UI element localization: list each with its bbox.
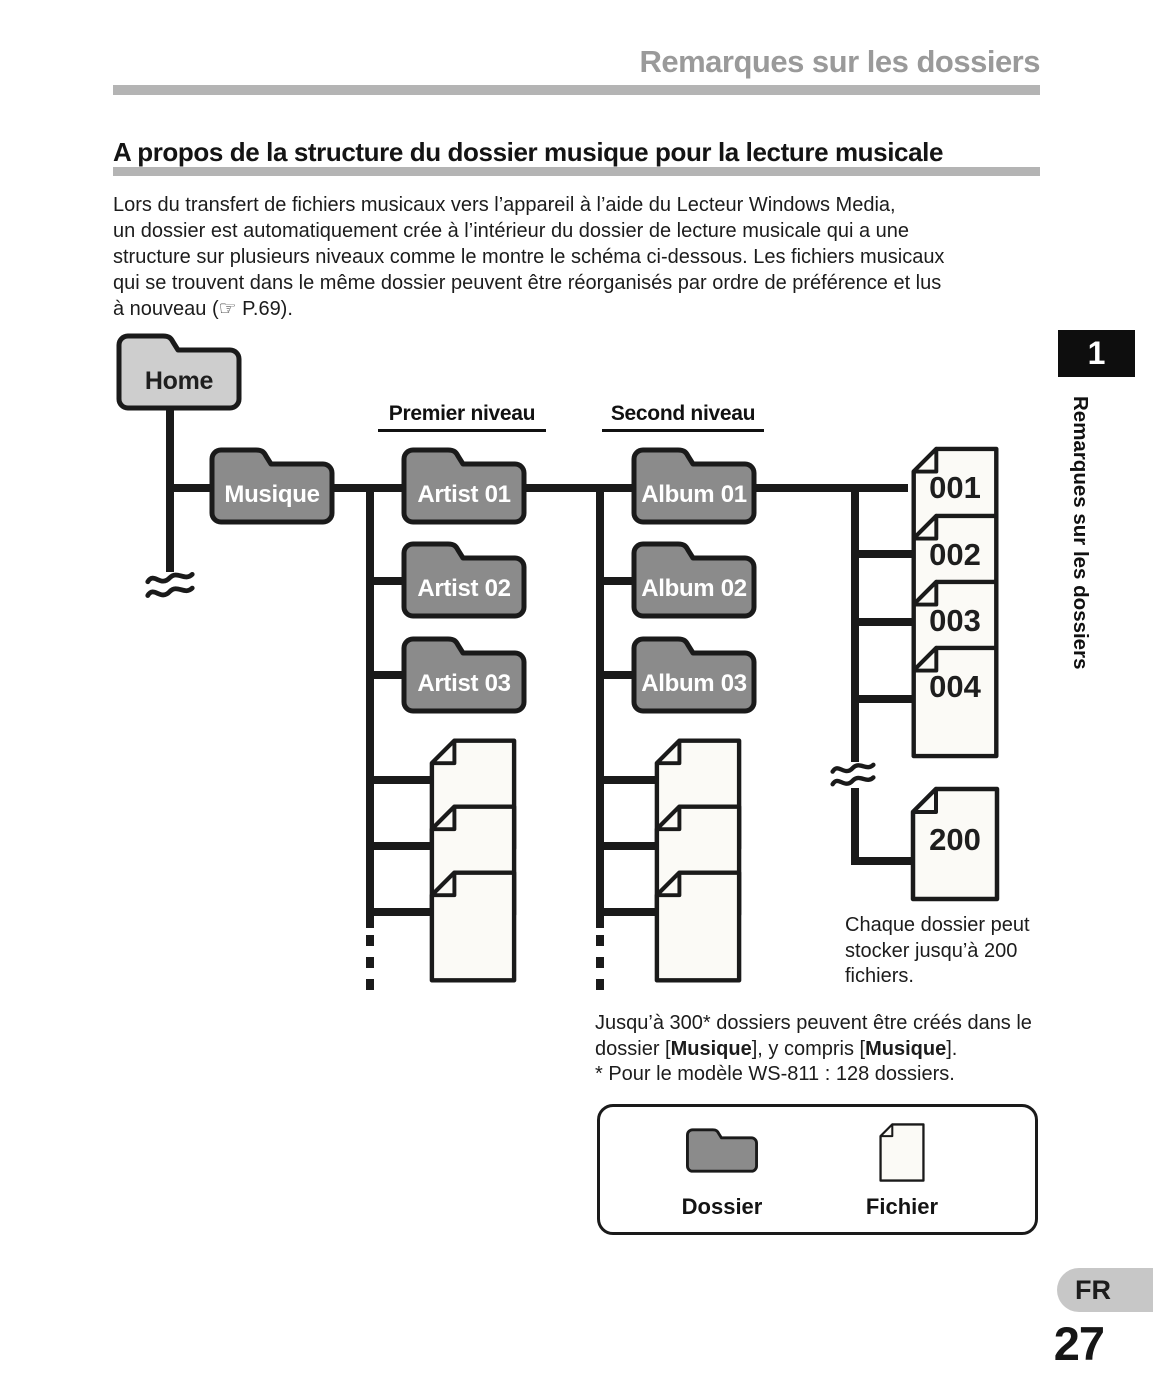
folders-count-note-line1: Jusqu’à 300* dossiers peuvent être créés dans le [595,1012,1032,1034]
album-folder-2 [628,538,760,622]
file-200 [908,784,1002,904]
album-trunk-line [596,484,604,928]
branch-artist-file-1 [370,776,431,784]
intro-line: structure sur plusieurs niveaux comme le montre le schéma ci-dessous. Les fichiers musicaux [113,246,945,268]
level-1-label: Premier niveau [378,402,546,432]
file-004-label: 004 [929,669,981,704]
header-divider-bar [113,85,1040,95]
album-trunk-dotted-continuation [596,935,604,992]
branch-album-file-3 [600,908,658,916]
home-folder [113,330,245,414]
home-trunk-break-squiggle-icon [144,568,196,604]
files-trunk-line-lower [851,788,859,865]
file-001-label: 001 [929,470,981,505]
artist-trunk-dotted-continuation [366,935,374,992]
folders-count-note [595,1011,1045,1088]
language-badge: FR [1057,1268,1153,1312]
album-folder-1-label: Album 01 [641,481,747,508]
album-folder-1 [628,444,760,528]
capacity-note-line: stocker jusqu’à 200 [845,939,1018,962]
branch-artist-file-3 [370,908,431,916]
folders-count-note-line2: dossier [Musique], y compris [Musique]. [595,1037,958,1060]
branch-album-file-2 [600,842,658,850]
file-200-elbow-line [851,857,912,865]
section-title: A propos de la structure du dossier musique pour la lecture musicale [113,137,944,167]
home-trunk-line [166,410,174,572]
artist-folder-1-label: Artist 01 [417,481,511,508]
branch-file-003 [855,618,912,626]
file-003-label: 003 [929,603,981,638]
page-header-title: Remarques sur les dossiers [639,44,1040,79]
artist-trunk-line [366,484,374,928]
branch-file-002 [855,550,912,558]
artist-folder-2-label: Artist 02 [417,575,511,602]
capacity-note-line: Chaque dossier peut [845,914,1030,936]
capacity-note [845,913,1055,990]
artist-file-icon [427,866,519,987]
artist-folder-2 [398,538,530,622]
level-2-label: Second niveau [602,402,764,432]
branch-album-file-1 [600,776,658,784]
legend-folder-label: Dossier [681,1194,763,1219]
chapter-number-tab: 1 [1058,330,1135,377]
section-divider-bar [113,167,1040,176]
file-004 [908,643,1002,761]
artist-folder-3-label: Artist 03 [417,670,511,697]
page-number: 27 [1053,1317,1104,1370]
legend-folder-icon [684,1126,760,1180]
artist-folder-3 [398,633,530,717]
legend-file-label: Fichier [865,1194,939,1219]
branch-file-004 [855,695,912,703]
album-folder-2-label: Album 02 [641,575,747,602]
intro-line: Lors du transfert de fichiers musicaux vers l’appareil à l’aide du Lecteur Windows Media, [113,194,896,216]
musique-folder [206,444,338,528]
home-folder-label: Home [144,366,214,395]
artist-folder-1 [398,444,530,528]
musique-folder-label: Musique [224,481,320,508]
album-file-icon [652,866,744,987]
intro-line: à nouveau (☞ P.69). [113,298,293,320]
intro-line: qui se trouvent dans le même dossier peuvent être réorganisés par ordre de préférence et lus [113,272,942,294]
album-folder-3 [628,633,760,717]
intro-line: un dossier est automatiquement crée à l’intérieur du dossier de lecture musicale qui a une [113,220,909,242]
sidebar-chapter-title: Remarques sur les dossiers [1069,396,1092,670]
intro-paragraph [113,192,1053,322]
legend-file-icon [878,1121,926,1189]
branch-artist-file-2 [370,842,431,850]
files-trunk-break-squiggle-icon [829,759,877,792]
capacity-note-line: fichiers. [845,965,914,987]
folders-count-note-line3: * Pour le modèle WS-811 : 128 dossiers. [595,1063,955,1085]
file-002-label: 002 [929,537,981,572]
file-200-label: 200 [929,822,981,857]
album-folder-3-label: Album 03 [641,670,747,697]
